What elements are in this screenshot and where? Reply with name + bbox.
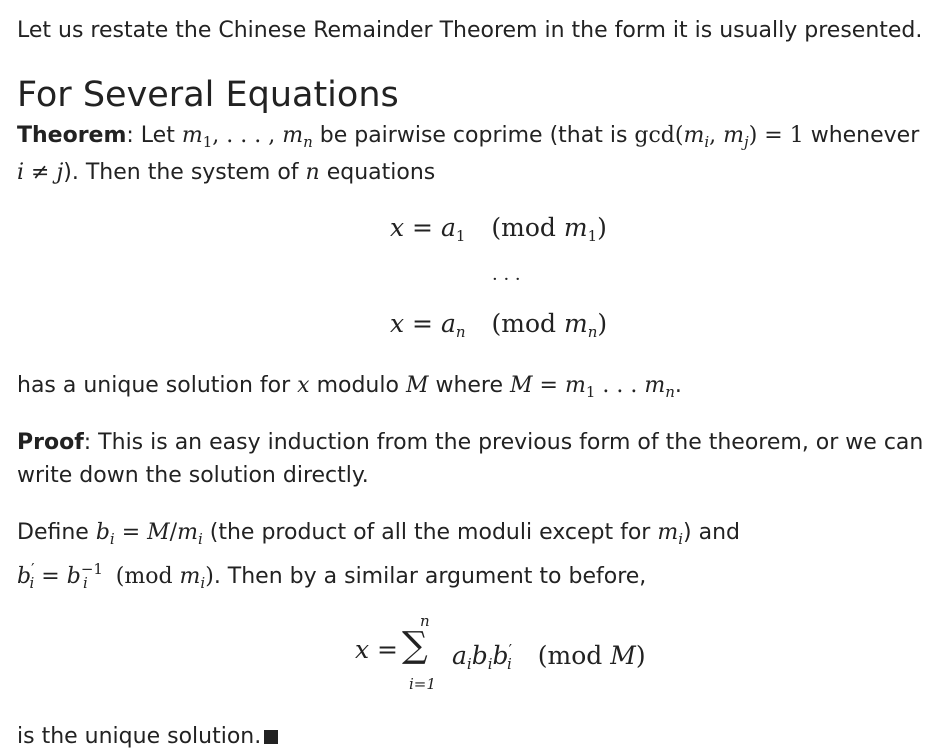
math-var: m: [177, 520, 198, 545]
math-sub: i: [678, 530, 684, 548]
math-rel: =: [114, 520, 148, 545]
theorem-text: be pairwise coprime (that is: [312, 123, 635, 148]
qed-icon: [264, 730, 278, 744]
math-var: m: [282, 123, 304, 148]
math-var: b: [95, 520, 110, 545]
math-sub: 1: [455, 227, 466, 245]
math-var: M: [510, 373, 533, 398]
theorem-line-2: [17, 160, 435, 186]
body-text: Define: [17, 520, 96, 545]
math-mod: (mod: [537, 641, 611, 670]
math-sub: 1: [202, 133, 213, 151]
math-var: j: [56, 160, 64, 185]
define-line-2: [17, 556, 646, 596]
theorem-label: Theorem: [17, 123, 127, 148]
math-var: b: [492, 641, 509, 670]
math-var: i: [17, 160, 25, 185]
proof-label: Proof: [17, 430, 84, 455]
math-sub: n: [303, 133, 313, 151]
math-sub: n: [665, 383, 675, 401]
math-sub: i: [197, 530, 203, 548]
math-gcd: gcd(: [634, 123, 684, 148]
math-var: x: [297, 373, 310, 398]
math-rel: =: [404, 309, 441, 338]
math-mod: (mod: [101, 564, 180, 589]
theorem-text: equations: [319, 160, 436, 185]
math-sub: i: [506, 655, 512, 673]
body-text: where: [428, 373, 511, 398]
math-sub: j: [744, 133, 749, 151]
body-text: ) and: [683, 520, 740, 545]
math-var: m: [644, 373, 666, 398]
math-sub: i: [109, 530, 115, 548]
system-ellipsis: · · ·: [492, 269, 521, 290]
section-heading: For Several Equations: [17, 75, 399, 115]
math-var: m: [181, 123, 203, 148]
math-sub: i: [487, 655, 493, 673]
math-var: M: [405, 373, 429, 398]
math-mod: (mod: [491, 309, 564, 338]
math-var: m: [683, 123, 705, 148]
math-var: n: [305, 160, 320, 185]
math-var: m: [564, 309, 588, 338]
theorem-text: ). Then the system of: [63, 160, 306, 185]
sum-upper-limit: n: [420, 612, 430, 630]
conclusion-line: [17, 724, 278, 750]
math-sub: 1: [587, 227, 598, 245]
math-var: m: [179, 564, 201, 589]
math-var: m: [657, 520, 679, 545]
math-var: b: [66, 564, 81, 589]
math-gcd-close: ) = 1: [748, 123, 804, 148]
math-var: m: [564, 373, 586, 398]
body-text: (the product of all the moduli except for: [202, 520, 658, 545]
theorem-text: : Let: [126, 123, 182, 148]
math-var: b: [17, 564, 32, 589]
math-var: x: [390, 309, 405, 338]
math-prime: ′: [31, 560, 35, 578]
math-comma: ,: [709, 123, 724, 148]
equation-1: [390, 213, 607, 251]
math-close: ): [635, 641, 646, 670]
math-close: ): [205, 564, 214, 589]
math-sub: n: [587, 323, 598, 341]
math-mod: (mod: [491, 213, 564, 242]
math-var: b: [471, 641, 488, 670]
math-sub: i: [704, 133, 710, 151]
solution-rhs: [452, 635, 646, 679]
math-var: a: [440, 309, 456, 338]
math-var: x: [390, 213, 405, 242]
math-neq: ≠: [24, 160, 57, 185]
math-var: M: [147, 520, 170, 545]
math-dots: , . . . ,: [212, 123, 283, 148]
math-var: a: [452, 641, 467, 670]
solution-lhs: [355, 635, 398, 665]
math-slash: /: [169, 520, 178, 545]
math-rel: =: [404, 213, 441, 242]
math-close: ): [597, 309, 608, 338]
math-prime: ′: [508, 641, 512, 659]
intro-text: Let us restate the Chinese Remainder Theorem in the form it is usually presented.: [17, 18, 923, 43]
theorem-line-1: [17, 123, 919, 155]
math-rel: =: [34, 564, 67, 589]
math-close: ): [597, 213, 607, 242]
math-sup: −1: [80, 560, 103, 578]
math-var: M: [610, 641, 636, 670]
math-var: a: [440, 213, 456, 242]
conclusion-text: is the unique solution.: [17, 724, 262, 749]
math-rel: =: [532, 373, 565, 398]
body-text: modulo: [309, 373, 406, 398]
sigma-symbol: ∑: [402, 625, 428, 666]
proof-line-1: [17, 430, 923, 456]
math-sub: 1: [585, 383, 596, 401]
body-text: . Then by a similar argument to before,: [213, 564, 647, 589]
body-text: has a unique solution for: [17, 373, 298, 398]
define-line-1: [17, 520, 740, 552]
math-dots: . . .: [595, 373, 645, 398]
proof-text: : This is an easy induction from the previous form of the theorem, or we can: [83, 430, 924, 455]
math-sub: i: [82, 574, 88, 592]
math-var: m: [563, 213, 588, 242]
theorem-text: whenever: [803, 123, 920, 148]
equation-n: [390, 309, 607, 347]
sum-lower-limit: i=1: [409, 675, 436, 693]
math-var: x: [355, 635, 370, 664]
proof-line-2: write down the solution directly.: [17, 463, 369, 488]
math-sub: i: [29, 574, 35, 592]
math-sub: i: [466, 655, 472, 673]
unique-solution-text: [17, 373, 682, 405]
body-text: .: [674, 373, 682, 398]
math-sub: n: [455, 323, 466, 341]
math-var: m: [723, 123, 745, 148]
math-sub: i: [200, 574, 206, 592]
math-rel: =: [369, 635, 399, 664]
